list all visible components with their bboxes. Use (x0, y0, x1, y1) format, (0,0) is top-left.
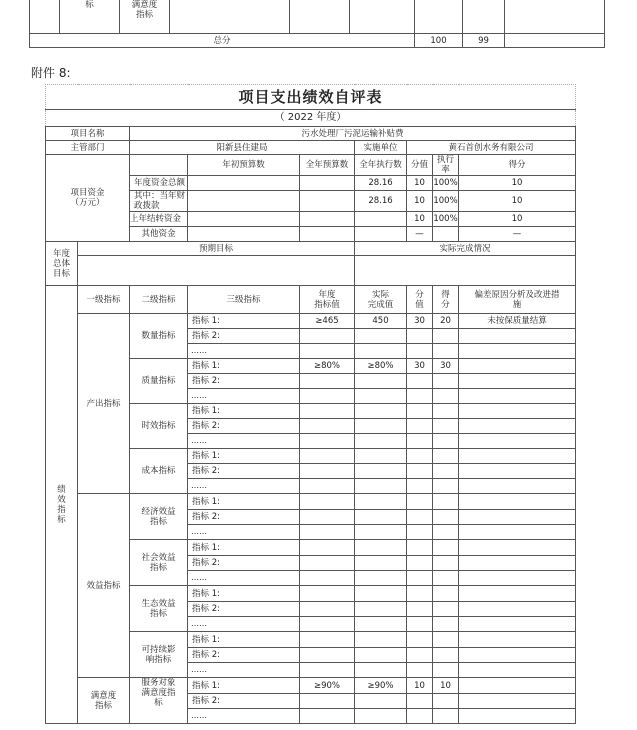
lvl2-cost: 成本指标 (130, 449, 188, 494)
ellipsis: …… (188, 709, 300, 724)
cell (505, 34, 605, 48)
indicator: 指标 2: (188, 648, 300, 663)
indicator: 指标 1: (188, 632, 300, 648)
funds-header: 年初预算数 (188, 155, 300, 176)
perf-label: 绩 效 指 标 (46, 286, 78, 724)
indicator: 指标 1: (188, 359, 300, 374)
perf-header: 一级指标 (78, 286, 130, 314)
funds-exec (355, 227, 407, 242)
qty-actual: 450 (355, 314, 407, 329)
goals-label: 年度 总体 目标 (46, 242, 78, 286)
indicator: 指标 1: (188, 586, 300, 602)
self-evaluation-table (45, 84, 576, 724)
cell (130, 155, 188, 176)
funds-score: 10 (407, 191, 433, 212)
funds-label: 项目资金 （万元） (46, 155, 130, 242)
perf-header: 分 值 (407, 286, 433, 314)
indicator: 指标 1: (188, 314, 300, 329)
lvl1-benefit: 效益指标 (78, 494, 130, 678)
ellipsis: …… (188, 525, 300, 540)
funds-row-name: 其中：当年财政拨款 (130, 191, 188, 212)
quality-score: 30 (407, 359, 433, 374)
annex-label: 附件 8: (31, 66, 71, 80)
funds-exec: 28.16 (355, 191, 407, 212)
ellipsis: …… (188, 479, 300, 494)
cell: 标 (60, 0, 120, 34)
funds-header: 分值 (407, 155, 433, 176)
lvl2-sustainable: 可持续影 响指标 (130, 632, 188, 678)
actual-goal-header: 实际完成情况 (355, 242, 576, 256)
qty-reason: 未按保质量结算 (459, 314, 576, 329)
actual-goal-value (355, 256, 576, 286)
page-title: 项目支出绩效自评表 (46, 85, 576, 110)
dept-label: 主管部门 (46, 141, 130, 155)
lvl1-satisfaction: 满意度 指标 (78, 678, 130, 724)
project-name-label: 项目名称 (46, 127, 130, 141)
indicator: 指标 2: (188, 556, 300, 571)
lvl2-social: 社会效益 指标 (130, 540, 188, 586)
perf-header: 实际 完成值 (355, 286, 407, 314)
cell (415, 0, 463, 34)
indicator: 指标 2: (188, 374, 300, 389)
indicator: 指标 2: (188, 464, 300, 479)
expected-goal-header: 预期目标 (78, 242, 355, 256)
cell (463, 0, 505, 34)
satisfaction-got: 10 (433, 678, 459, 694)
ellipsis: …… (188, 344, 300, 359)
lvl2-quantity: 数量指标 (130, 314, 188, 359)
funds-got: 10 (459, 191, 576, 212)
perf-header: 三级指标 (188, 286, 300, 314)
indicator: 指标 1: (188, 404, 300, 419)
funds-row-name: 上年结转资金 (130, 212, 188, 227)
funds-score: — (407, 227, 433, 242)
dept-value: 阳新县住建局 (130, 141, 355, 155)
total-score: 100 (415, 34, 463, 48)
indicator: 指标 2: (188, 419, 300, 434)
quality-target: ≥80% (300, 359, 355, 374)
ellipsis: …… (188, 617, 300, 632)
perf-header: 二级指标 (130, 286, 188, 314)
year-label: （ 2022 年度） (46, 110, 576, 127)
total-label: 总分 (30, 34, 415, 48)
lvl2-timeliness: 时效指标 (130, 404, 188, 449)
indicator: 指标 1: (188, 449, 300, 464)
cell (170, 0, 290, 34)
funds-header: 得分 (459, 155, 576, 176)
lvl2-service-satisfaction: 服务对象 满意度指 标 (130, 678, 188, 724)
funds-exec: 28.16 (355, 176, 407, 191)
ellipsis: …… (188, 434, 300, 449)
funds-row-name: 年度资金总额 (130, 176, 188, 191)
project-name-value: 污水处理厂污泥运输补贴费 (130, 127, 576, 141)
funds-score: 10 (407, 212, 433, 227)
indicator: 指标 1: (188, 494, 300, 510)
satisfaction-actual: ≥90% (355, 678, 407, 694)
perf-header: 得 分 (433, 286, 459, 314)
total-got: 99 (463, 34, 505, 48)
funds-got: 10 (459, 176, 576, 191)
funds-header: 全年执行数 (355, 155, 407, 176)
indicator: 指标 2: (188, 694, 300, 709)
cell (350, 0, 415, 34)
perf-header: 偏差原因分析及改进措 施 (459, 286, 576, 314)
lvl1-output: 产出指标 (78, 314, 130, 494)
cell: 满意度 指标 (120, 0, 170, 34)
funds-rate: 100% (433, 176, 459, 191)
funds-rate (433, 227, 459, 242)
satisfaction-target: ≥90% (300, 678, 355, 694)
unit-label: 实施单位 (355, 141, 407, 155)
funds-got: — (459, 227, 576, 242)
previous-table-tail (29, 0, 605, 48)
quality-actual: ≥80% (355, 359, 407, 374)
cell (290, 0, 350, 34)
cell (505, 0, 605, 34)
perf-header: 年度 指标值 (300, 286, 355, 314)
indicator: 指标 1: (188, 678, 300, 694)
lvl2-economic: 经济效益 指标 (130, 494, 188, 540)
quality-got: 30 (433, 359, 459, 374)
indicator: 指标 1: (188, 540, 300, 556)
indicator: 指标 2: (188, 329, 300, 344)
indicator: 指标 2: (188, 602, 300, 617)
unit-value: 黄石首创水务有限公司 (407, 141, 576, 155)
satisfaction-score: 10 (407, 678, 433, 694)
ellipsis: …… (188, 663, 300, 678)
lvl2-quality: 质量指标 (130, 359, 188, 404)
funds-header: 全年预算数 (300, 155, 355, 176)
funds-row-name: 其他资金 (130, 227, 188, 242)
qty-score: 30 (407, 314, 433, 329)
expected-goal-value (78, 256, 355, 286)
funds-got: 10 (459, 212, 576, 227)
funds-rate: 100% (433, 212, 459, 227)
ellipsis: …… (188, 571, 300, 586)
funds-header: 执行率 (433, 155, 459, 176)
ellipsis: …… (188, 389, 300, 404)
indicator: 指标 2: (188, 510, 300, 525)
qty-target: ≥465 (300, 314, 355, 329)
lvl2-ecological: 生态效益 指标 (130, 586, 188, 632)
cell (30, 0, 60, 34)
funds-exec (355, 212, 407, 227)
funds-score: 10 (407, 176, 433, 191)
qty-got: 20 (433, 314, 459, 329)
funds-rate: 100% (433, 191, 459, 212)
